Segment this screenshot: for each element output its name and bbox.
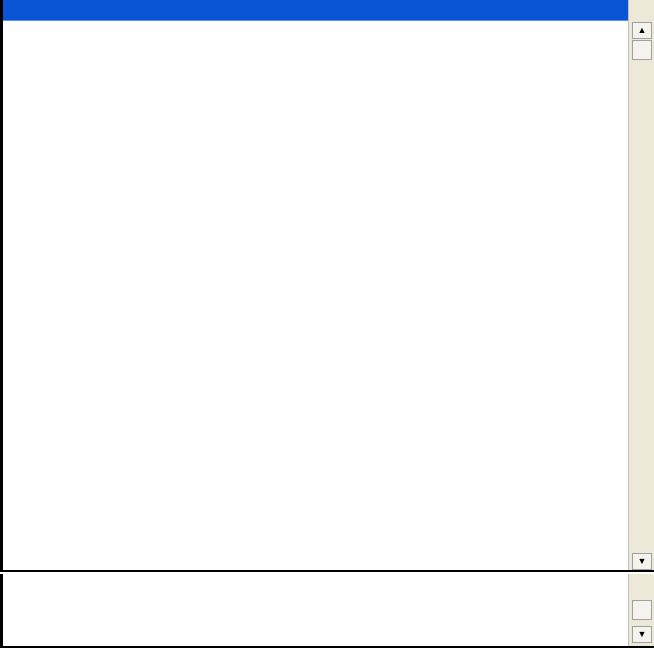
upper-scrollbar[interactable] <box>628 0 654 570</box>
scroll-down-arrow-icon[interactable]: ▼ <box>632 626 652 643</box>
scroll-down-arrow-icon[interactable]: ▼ <box>632 553 652 570</box>
accounts-grid-equity <box>0 574 654 648</box>
equity-scrollbar[interactable] <box>628 574 654 646</box>
scrollbar-thumb[interactable] <box>632 40 652 60</box>
scrollbar-thumb[interactable] <box>632 600 652 620</box>
scroll-up-arrow-icon[interactable]: ▲ <box>632 22 652 39</box>
column-header <box>3 0 631 21</box>
